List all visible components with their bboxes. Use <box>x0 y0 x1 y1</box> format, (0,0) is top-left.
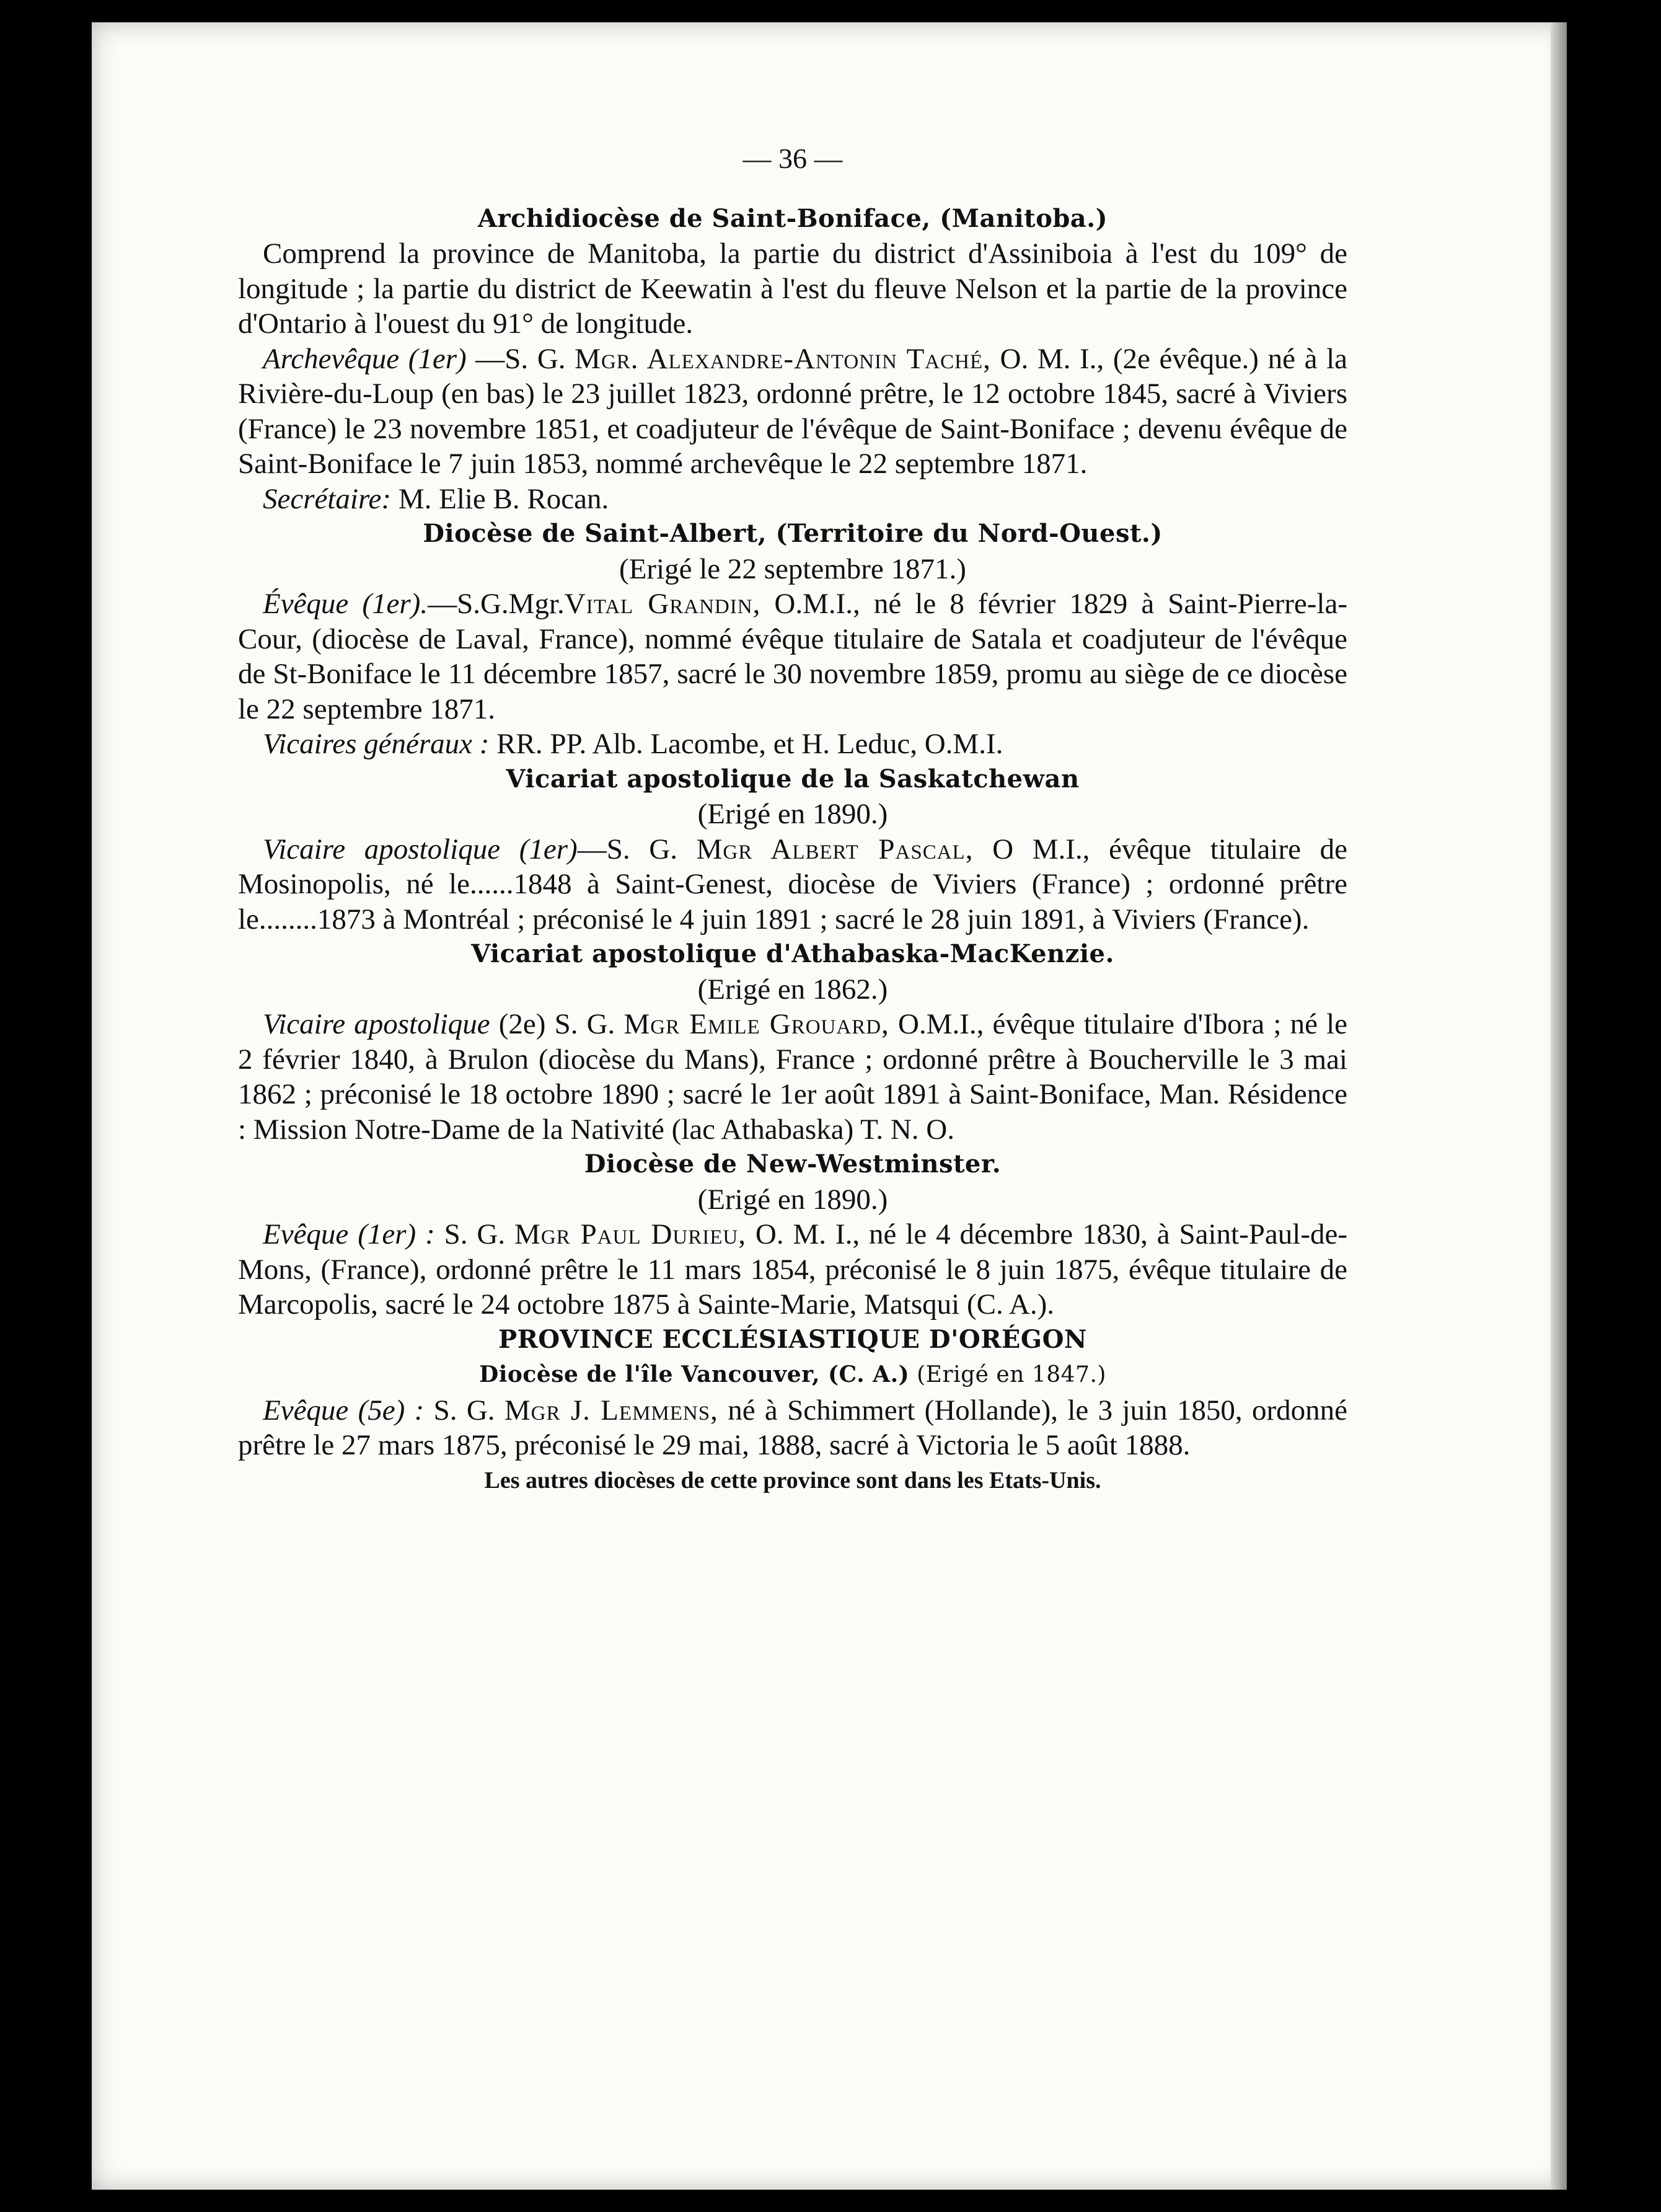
role-label: Vicaire apostolique (1er) <box>263 833 578 865</box>
role-label: Évêque (1er). <box>263 588 428 620</box>
bishop-entry-lemmens <box>238 1393 1347 1463</box>
province-heading-oregon: PROVINCE ECCLÉSIASTIQUE D'ORÉGON <box>498 1324 1087 1354</box>
bishop-bio: né à Schimmert (Hollande), le 3 juin 1850, ordonné prêtre le 27 mars 1875, préconisé le 29 mai, 1888, sacré à Victoria le 5 août 1888. <box>238 1394 1347 1461</box>
bishop-bio: O.M.I., évêque titulaire d'Ibora ; né le 2 février 1840, à Brulon (diocèse du Mans), France ; ordonné prêtre à Boucherville le 3 mai 1862 ; préconisé le 18 octobre 1890 ; sacré le 1er août 1891 à Saint-Boniface, Man. Résidence : Mission Notre-Dame de la Nativité (lac Athabaska) T. N. O. <box>238 1008 1347 1146</box>
vicars-general-entry <box>238 727 1347 762</box>
bishop-name: Mgr. Alexandre-Antonin Taché, <box>575 342 991 375</box>
section-heading-athabaska: Vicariat apostolique d'Athabaska-MacKenzie. <box>471 939 1114 968</box>
honorific: S. G. <box>424 1394 504 1427</box>
honorific: —S.G.Mgr. <box>428 588 565 620</box>
role-label: Evêque (5e) : <box>263 1394 425 1427</box>
section-heading-new-westminster: Diocèse de New-Westminster. <box>584 1149 1002 1179</box>
section-heading-vancouver <box>238 1357 1347 1393</box>
bishop-bio: O. M. I., (2e évêque.) né à la Rivière-du-Loup (en bas) le 23 juillet 1823, ordonné prêtre, le 12 octobre 1845, sacré à Viviers (France) le 23 novembre 1851, et coadjuteur de l'évêque de Saint-Boniface ; devenu évêque de Saint-Boniface le 7 juin 1853, nommé archevêque le 22 septembre 1871. <box>238 342 1347 480</box>
secretary-entry <box>238 482 1347 517</box>
honorific: S. G. <box>434 1218 515 1250</box>
section-description-saint-boniface: Comprend la province de Manitoba, la partie du district d'Assiniboia à l'est du 109° de longitude ; la partie du district de Keewatin à l'est du fleuve Nelson et la partie de la province d'Ontario à l'ouest du 91° de longitude. <box>238 237 1347 340</box>
bishop-entry-pascal <box>238 832 1347 937</box>
bishop-bio: O. M. I., né le 4 décembre 1830, à Saint-Paul-de-Mons, (France), ordonné prêtre le 11 mars 1854, préconisé le 8 juin 1875, évêque titulaire de Marcopolis, sacré le 24 octobre 1875 à Sainte-Marie, Matsqui (C. A.). <box>238 1218 1347 1321</box>
erection-date: (Erigé le 22 septembre 1871.) <box>619 552 966 585</box>
secretary-name: M. Elie B. Rocan. <box>391 482 609 515</box>
bishop-entry-tache <box>238 342 1347 482</box>
role-label: Secrétaire: <box>263 482 392 515</box>
erection-date: (Erigé en 1890.) <box>697 798 888 830</box>
text-column <box>238 141 1347 1498</box>
erection-date: (Erigé en 1847.) <box>909 1362 1106 1387</box>
honorific: —S. G. <box>577 833 697 865</box>
bishop-bio: O M.I., évêque titulaire de Mosinopolis, né le......1848 à Saint-Genest, diocèse de Viviers (France) ; ordonné prêtre le........1873 à Montréal ; préconisé le 4 juin 1891 ; sacré le 28 juin 1891, à Viviers (France). <box>238 833 1347 936</box>
diocese-name: Diocèse de l'île Vancouver, (C. A.) <box>479 1361 910 1387</box>
bishop-name: Mgr Albert Pascal, <box>696 833 974 865</box>
role-label: Vicaire apostolique <box>263 1008 490 1040</box>
bishop-bio: O.M.I., né le 8 février 1829 à Saint-Pierre-la-Cour, (diocèse de Laval, France), nommé évêque titulaire de Satala et coadjuteur de l'évêque de St-Boniface le 11 décembre 1857, sacré le 30 novembre 1859, promu au siège de ce diocèse le 22 septembre 1871. <box>238 588 1347 725</box>
bishop-entry-grandin <box>238 586 1347 727</box>
section-heading-saint-boniface: Archidiocèse de Saint-Boniface, (Manitoba.) <box>477 203 1108 233</box>
page-edge-shadow <box>1551 22 1567 2190</box>
bishop-entry-grouard <box>238 1007 1347 1147</box>
bishop-name: Mgr J. Lemmens, <box>504 1394 718 1427</box>
honorific: —S. G. <box>466 342 575 375</box>
section-heading-saint-albert: Diocèse de Saint-Albert, (Territoire du Nord-Ouest.) <box>423 519 1163 548</box>
closing-note: Les autres diocèses de cette province sont dans les Etats-Unis. <box>484 1467 1101 1493</box>
bishop-name: Mgr Paul Durieu, <box>514 1218 746 1250</box>
bishop-entry-durieu <box>238 1217 1347 1322</box>
bishop-name: Mgr Emile Grouard, <box>623 1008 889 1040</box>
erection-date: (Erigé en 1862.) <box>697 973 888 1006</box>
role-label: Evêque (1er) : <box>263 1218 435 1250</box>
bishop-name: Vital Grandin, <box>564 588 761 620</box>
page-number: — 36 — <box>742 143 843 174</box>
erection-date: (Erigé en 1890.) <box>697 1183 888 1216</box>
vicars-names: RR. PP. Alb. Lacombe, et H. Leduc, O.M.I. <box>489 728 1003 760</box>
section-heading-saskatchewan: Vicariat apostolique de la Saskatchewan <box>506 764 1080 794</box>
role-label: Vicaires généraux : <box>263 728 490 760</box>
role-label: Archevêque (1er) <box>263 342 467 375</box>
honorific: (2e) S. G. <box>490 1008 624 1040</box>
